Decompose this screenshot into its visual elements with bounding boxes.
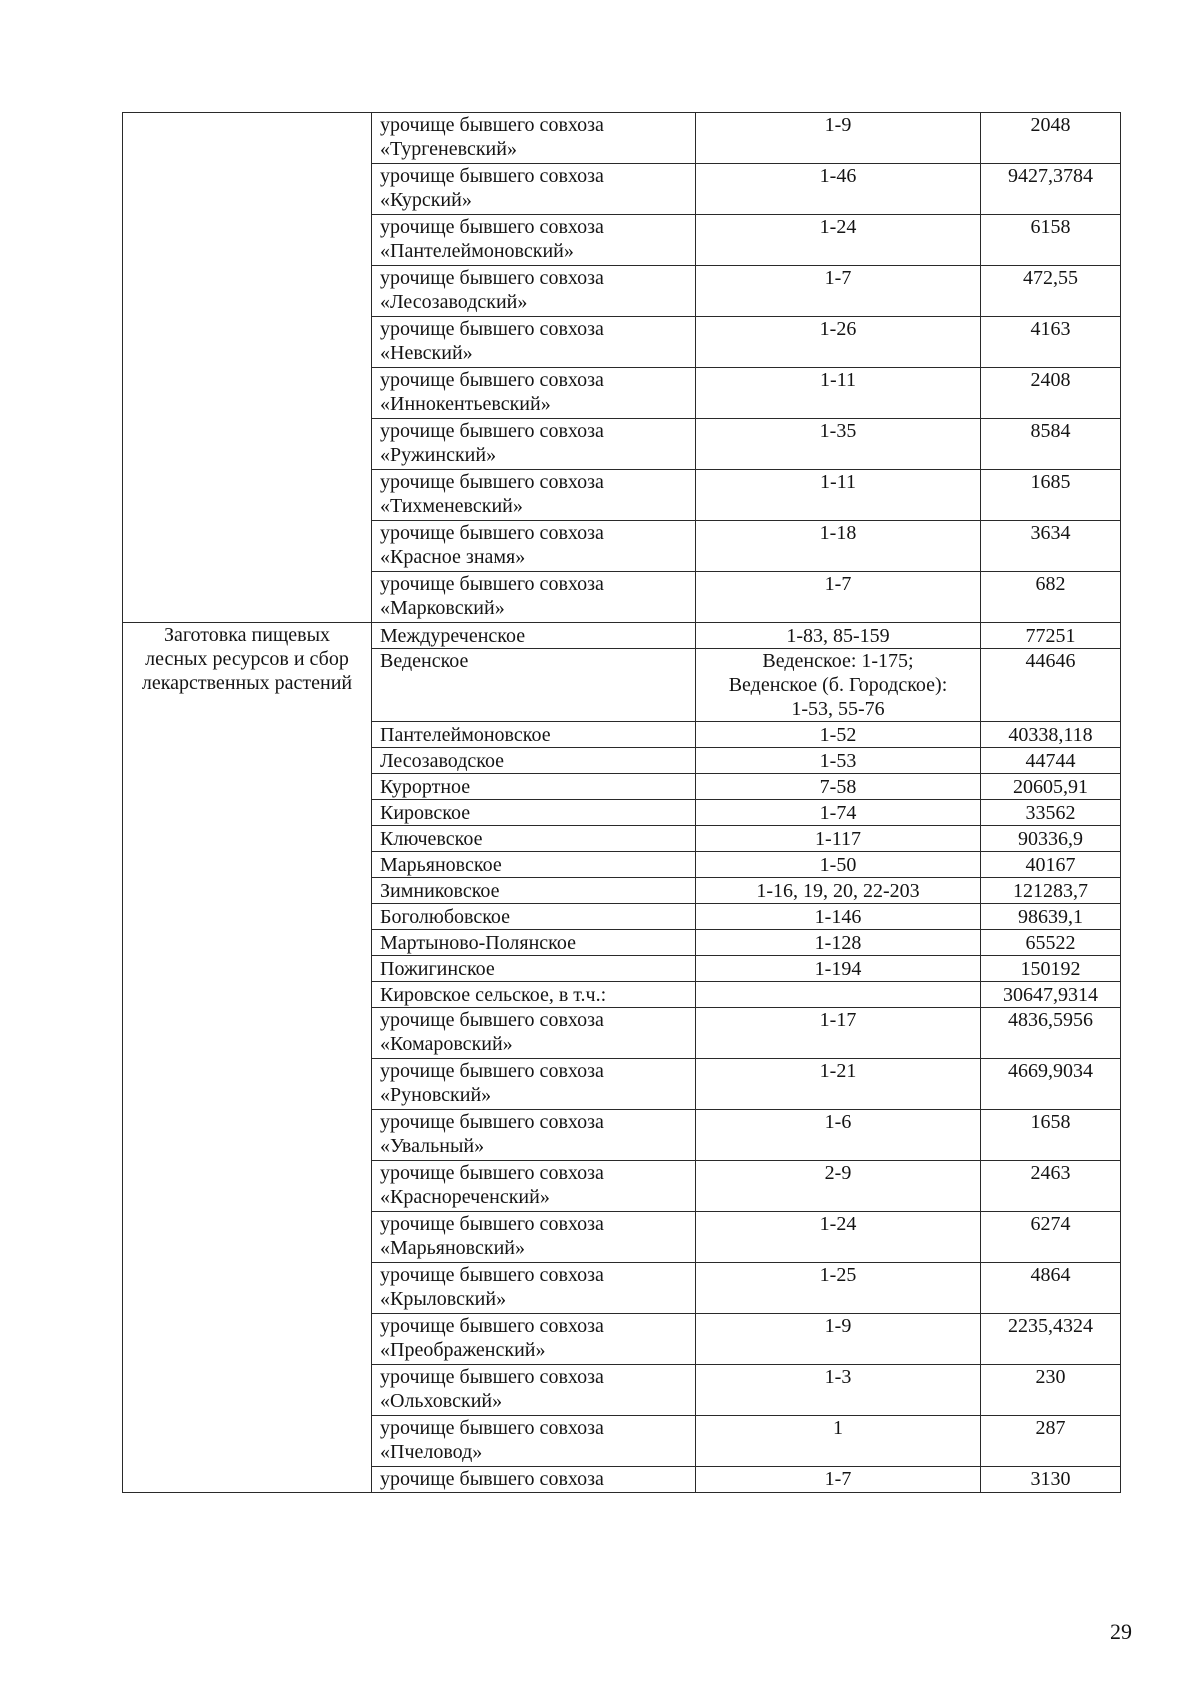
name-line: «Крыловский» [380, 1288, 507, 1310]
quarters-cell: 1-7 [696, 572, 981, 623]
area-cell: 287 [981, 1416, 1121, 1467]
area-cell: 150192 [981, 956, 1121, 982]
section-cell [123, 113, 372, 623]
table-row [123, 113, 1121, 164]
quarters-cell: 1-117 [696, 826, 981, 852]
name-line: урочище бывшего совхоза [380, 1060, 604, 1082]
location-cell: урочище бывшего совхоза [372, 1467, 696, 1493]
name-line: «Тихменевский» [380, 495, 523, 517]
name-line: «Краснореченский» [380, 1186, 550, 1208]
location-cell: Веденское [372, 649, 696, 722]
name-line: урочище бывшего совхоза [380, 165, 604, 187]
quarters-cell: 1-52 [696, 722, 981, 748]
location-cell [372, 1059, 696, 1110]
quarters-cell: 1 [696, 1416, 981, 1467]
location-cell: Кировское [372, 800, 696, 826]
area-cell: 44646 [981, 649, 1121, 722]
area-cell: 472,55 [981, 266, 1121, 317]
area-cell: 9427,3784 [981, 164, 1121, 215]
location-cell: Ключевское [372, 826, 696, 852]
area-cell: 2048 [981, 113, 1121, 164]
name-line: «Ружинский» [380, 444, 497, 466]
quarters-cell: 1-26 [696, 317, 981, 368]
location-cell: Междуреченское [372, 623, 696, 649]
area-cell: 90336,9 [981, 826, 1121, 852]
area-cell: 40338,118 [981, 722, 1121, 748]
quarters-cell: 1-17 [696, 1008, 981, 1059]
quarters-cell: 1-128 [696, 930, 981, 956]
name-line: урочище бывшего совхоза [380, 1417, 604, 1439]
quarters-cell: 1-74 [696, 800, 981, 826]
quarters-cell: 1-46 [696, 164, 981, 215]
quarters-cell: 1-50 [696, 852, 981, 878]
area-cell: 2235,4324 [981, 1314, 1121, 1365]
location-cell: Марьяновское [372, 852, 696, 878]
quarters-cell: 1-11 [696, 368, 981, 419]
name-line: урочище бывшего совхоза [380, 573, 604, 595]
area-cell: 6274 [981, 1212, 1121, 1263]
area-cell: 20605,91 [981, 774, 1121, 800]
quarters-cell: 1-7 [696, 1467, 981, 1493]
page-number: 29 [1110, 1619, 1132, 1644]
quarters-line: 1-53, 55-76 [791, 698, 885, 720]
quarters-cell: 1-6 [696, 1110, 981, 1161]
quarters-cell: 1-25 [696, 1263, 981, 1314]
name-line: урочище бывшего совхоза [380, 114, 604, 136]
table-row [123, 623, 1121, 649]
location-cell [372, 1365, 696, 1416]
location-cell [372, 113, 696, 164]
area-cell: 2463 [981, 1161, 1121, 1212]
area-cell: 1658 [981, 1110, 1121, 1161]
name-line: урочище бывшего совхоза [380, 1009, 604, 1031]
location-cell [372, 521, 696, 572]
quarters-cell: 1-24 [696, 1212, 981, 1263]
location-cell [372, 1161, 696, 1212]
area-cell: 4163 [981, 317, 1121, 368]
location-cell [372, 164, 696, 215]
name-line: урочище бывшего совхоза [380, 1315, 604, 1337]
location-cell: Курортное [372, 774, 696, 800]
name-line: «Курский» [380, 189, 472, 211]
area-cell: 1685 [981, 470, 1121, 521]
name-line: урочище бывшего совхоза [380, 1162, 604, 1184]
area-cell: 40167 [981, 852, 1121, 878]
location-cell [372, 215, 696, 266]
name-line: «Тургеневский» [380, 138, 517, 160]
area-cell: 65522 [981, 930, 1121, 956]
location-cell: Лесозаводское [372, 748, 696, 774]
quarters-cell [696, 982, 981, 1008]
name-line: «Комаровский» [380, 1033, 513, 1055]
name-line: урочище бывшего совхоза [380, 1366, 604, 1388]
location-cell [372, 1212, 696, 1263]
forest-areas-table [122, 112, 1121, 1493]
quarters-cell: 1-194 [696, 956, 981, 982]
location-cell [372, 419, 696, 470]
area-cell: 33562 [981, 800, 1121, 826]
name-line: «Пчеловод» [380, 1441, 483, 1463]
area-cell: 77251 [981, 623, 1121, 649]
quarters-cell: 1-24 [696, 215, 981, 266]
area-cell: 2408 [981, 368, 1121, 419]
location-cell: Боголюбовское [372, 904, 696, 930]
location-cell [372, 1110, 696, 1161]
quarters-cell: 1-16, 19, 20, 22-203 [696, 878, 981, 904]
area-cell: 4864 [981, 1263, 1121, 1314]
quarters-line: Веденское: 1-175; [762, 650, 914, 672]
location-cell [372, 572, 696, 623]
area-cell: 230 [981, 1365, 1121, 1416]
name-line: «Преображенский» [380, 1339, 546, 1361]
quarters-cell: 1-21 [696, 1059, 981, 1110]
name-line: урочище бывшего совхоза [380, 216, 604, 238]
quarters-cell: 2-9 [696, 1161, 981, 1212]
quarters-cell [696, 649, 981, 722]
name-line: «Ольховский» [380, 1390, 503, 1412]
location-cell: Пожигинское [372, 956, 696, 982]
name-line: урочище бывшего совхоза [380, 369, 604, 391]
quarters-cell: 1-83, 85-159 [696, 623, 981, 649]
area-cell: 6158 [981, 215, 1121, 266]
area-cell: 4836,5956 [981, 1008, 1121, 1059]
name-line: урочище бывшего совхоза [380, 267, 604, 289]
quarters-cell: 1-53 [696, 748, 981, 774]
area-cell: 44744 [981, 748, 1121, 774]
location-cell: Мартыново-Полянское [372, 930, 696, 956]
location-cell [372, 368, 696, 419]
area-cell: 3130 [981, 1467, 1121, 1493]
name-line: «Невский» [380, 342, 473, 364]
location-cell [372, 1314, 696, 1365]
quarters-cell: 1-7 [696, 266, 981, 317]
quarters-cell: 1-9 [696, 113, 981, 164]
name-line: «Красное знамя» [380, 546, 526, 568]
name-line: «Марковский» [380, 597, 505, 619]
name-line: «Иннокентьевский» [380, 393, 551, 415]
quarters-cell: 7-58 [696, 774, 981, 800]
area-cell: 98639,1 [981, 904, 1121, 930]
name-line: урочище бывшего совхоза [380, 471, 604, 493]
quarters-cell: 1-18 [696, 521, 981, 572]
location-cell [372, 1416, 696, 1467]
name-line: «Пантелеймоновский» [380, 240, 574, 262]
name-line: урочище бывшего совхоза [380, 318, 604, 340]
area-cell: 4669,9034 [981, 1059, 1121, 1110]
area-cell: 3634 [981, 521, 1121, 572]
name-line: «Лесозаводский» [380, 291, 528, 313]
location-cell: Пантелеймоновское [372, 722, 696, 748]
name-line: «Руновский» [380, 1084, 492, 1106]
area-cell: 682 [981, 572, 1121, 623]
location-cell: Кировское сельское, в т.ч.: [372, 982, 696, 1008]
location-cell: Зимниковское [372, 878, 696, 904]
name-line: урочище бывшего совхоза [380, 522, 604, 544]
quarters-line: Веденское (б. Городское): [728, 674, 948, 696]
name-line: урочище бывшего совхоза [380, 1111, 604, 1133]
name-line: урочище бывшего совхоза [380, 420, 604, 442]
location-cell [372, 317, 696, 368]
area-cell: 8584 [981, 419, 1121, 470]
quarters-cell: 1-35 [696, 419, 981, 470]
name-line: урочище бывшего совхоза [380, 1213, 604, 1235]
name-line: урочище бывшего совхоза [380, 1264, 604, 1286]
area-cell: 121283,7 [981, 878, 1121, 904]
quarters-cell: 1-3 [696, 1365, 981, 1416]
name-line: «Увальный» [380, 1135, 485, 1157]
quarters-cell: 1-146 [696, 904, 981, 930]
section-title-cell: Заготовка пищевых лесных ресурсов и сбор лекарственных растений [123, 623, 372, 1493]
name-line: «Марьяновский» [380, 1237, 526, 1259]
quarters-cell: 1-9 [696, 1314, 981, 1365]
location-cell [372, 1008, 696, 1059]
location-cell [372, 266, 696, 317]
location-cell [372, 470, 696, 521]
area-cell: 30647,9314 [981, 982, 1121, 1008]
location-cell [372, 1263, 696, 1314]
quarters-cell: 1-11 [696, 470, 981, 521]
